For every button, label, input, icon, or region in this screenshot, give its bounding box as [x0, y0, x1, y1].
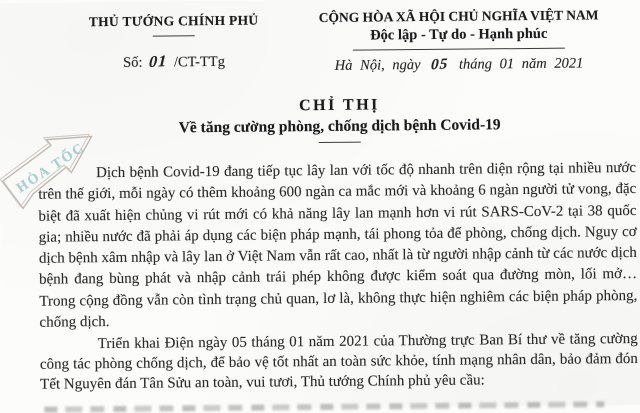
document-body [38, 158, 638, 395]
body-paragraph-1: Dịch bệnh Covid-19 đang tiếp tục lây lan với tốc độ nhanh trên diện rộng tại nhiều nước trên thế giới, mỗi ngày có thêm khoảng 600 ngàn ca mắc mới và khoảng 6 ngàn người tử vong, đặc biệt đã xuất hiện chủng vi rút mới có khả năng lây lan mạnh hơn vi rút SARS-CoV-2 tại 38 quốc gia; nhiều nước đã phải áp dụng các biện pháp mạnh, tái phong tỏa để phòng, chống dịch. Nguy cơ dịch bệnh xâm nhập và lây lan ở Việt Nam vẫn rất cao, nhất là từ người nhập cảnh từ các nước dịch bệnh đang bùng phát và nhập cảnh trái phép không được kiểm soát qua đường mòn, lối mở… Trong cộng đồng vẫn còn tình trạng chủ quan, lơ là, không thực hiện nghiêm các biện pháp phòng, chống dịch. [38, 159, 638, 331]
document-number-suffix: /CT-TTg [173, 53, 226, 71]
urgency-stamp-label: HỎA TỐC [14, 140, 89, 197]
place-date-line [307, 54, 611, 75]
document-number-handwritten: 01 [148, 51, 168, 72]
national-motto: Độc lập - Tự do - Hạnh phúc [370, 25, 548, 44]
national-header: CỘNG HÒA XÃ HỘI CHỦ NGHĨA VIỆT NAM [318, 7, 599, 26]
clipped-bottom-text-line [44, 401, 604, 412]
place-date-suffix: tháng 01 năm 2021 [458, 55, 584, 73]
document-number-line [39, 51, 309, 73]
place-date-prefix: Hà Nội, ngày [334, 57, 421, 74]
title-divider [319, 142, 361, 143]
issuing-org-name: THỦ TƯỚNG CHÍNH PHỦ [88, 12, 259, 30]
document-number-label: Số: [123, 54, 143, 71]
motto-divider [353, 48, 565, 51]
header-left [39, 12, 310, 73]
header-right [307, 7, 612, 75]
document-type-title: CHỈ THỊ [298, 96, 380, 115]
document-subject: Về tăng cường phòng, chống dịch bệnh Covid-19 [178, 116, 501, 137]
org-divider [153, 35, 195, 36]
day-handwritten: 05 [430, 55, 449, 74]
body-paragraph-2: Triển khai Điện ngày 05 tháng 01 năm 2021 của Thường trực Ban Bí thư về tăng cường công tác phòng chống dịch, để bảo vệ tốt nhất an toàn sức khỏe, tính mạng nhân dân, bảo đảm đón Tết Nguyên đán Tân Sửu an toàn, vui tươi, Thủ tướng Chính phủ yêu cầu: [39, 331, 638, 393]
title-block [19, 94, 640, 146]
